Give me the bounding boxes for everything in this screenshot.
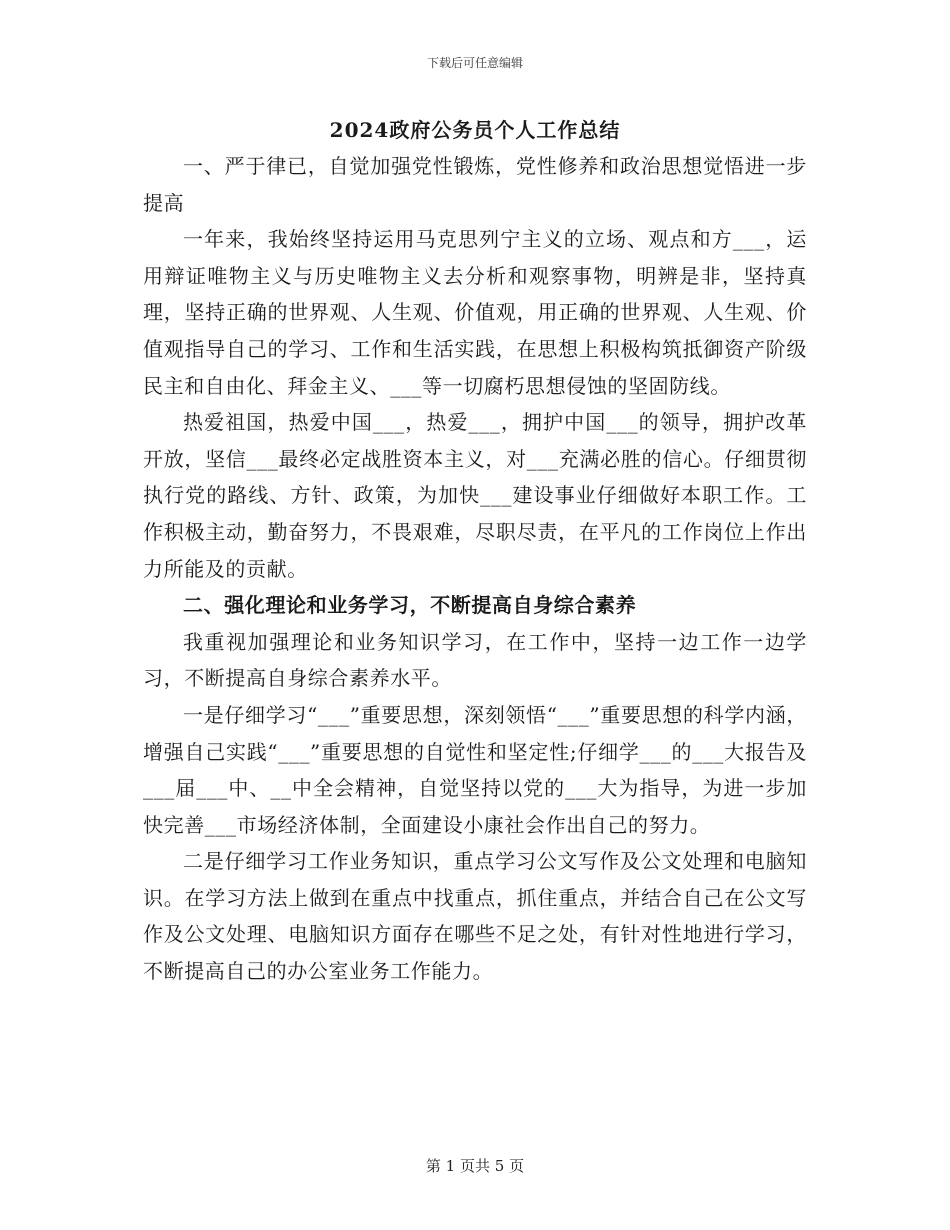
page-title: 2024政府公务员个人工作总结 <box>329 118 621 142</box>
section-heading-1: 一、严于律已，自觉加强党性锻炼，党性修养和政治思想觉悟进一步提高 <box>143 154 807 215</box>
paragraph: 我重视加强理论和业务知识学习，在工作中，坚持一边工作一边学习，不断提高自身综合素养水平。 <box>143 629 807 691</box>
header-note: 下载后可任意编辑 <box>426 56 523 70</box>
paragraph: 一是仔细学习“___”重要思想，深刻领悟“___”重要思想的科学内涵，增强自己实践“___”重要思想的自觉性和坚定性;仔细学___的___大报告及___届___中、__中全会精神，自觉坚持以党的___大为指导，为进一步加快完善___市场经济体制，全面建设小康社会作出自己的努力。 <box>143 702 807 837</box>
page-footer: 第 1 页共 5 页 <box>425 1157 525 1175</box>
paragraph: 热爱祖国，热爱中国___，热爱___，拥护中国___的领导，拥护改革开放，坚信___最终必定战胜资本主义，对___充满必胜的信心。仔细贯彻执行党的路线、方针、政策，为加快___建设事业仔细做好本职工作。工作积极主动，勤奋努力，不畏艰难，尽职尽责，在平凡的工作岗位上作出力所能及的贡献。 <box>143 410 807 581</box>
paragraph: 二是仔细学习工作业务知识，重点学习公文写作及公文处理和电脑知识。在学习方法上做到在重点中找重点，抓住重点，并结合自己在公文写作及公文处理、电脑知识方面存在哪些不足之处，有针对性地进行学习，不断提高自己的办公室业务工作能力。 <box>143 849 807 984</box>
document-body <box>143 148 807 990</box>
paragraph: 一年来，我始终坚持运用马克思列宁主义的立场、观点和方___，运用辩证唯物主义与历史唯物主义去分析和观察事物，明辨是非，坚持真理，坚持正确的世界观、人生观、价值观，用正确的世界观、人生观、价值观指导自己的学习、工作和生活实践，在思想上积极构筑抵御资产阶级民主和自由化、拜金主义、___等一切腐朽思想侵蚀的坚固防线。 <box>143 227 807 398</box>
section-heading-2: 二、强化理论和业务学习，不断提高自身综合素养 <box>183 593 637 618</box>
